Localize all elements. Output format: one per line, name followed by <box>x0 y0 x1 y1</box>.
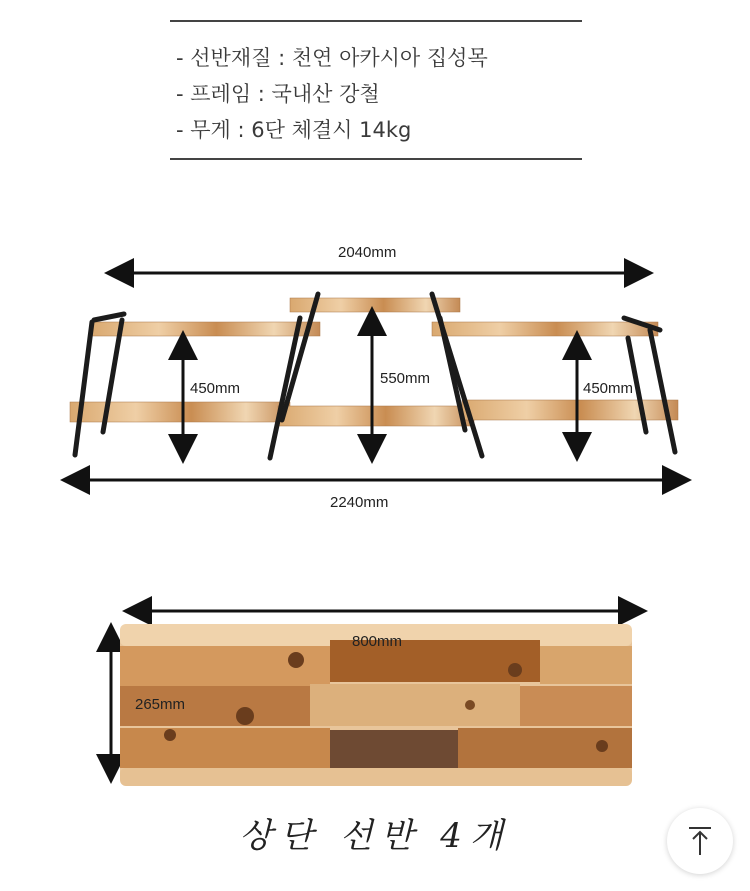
spec-frame: - 프레임 : 국내산 강철 <box>176 82 380 106</box>
upper-left-shelf <box>90 322 320 336</box>
board-depth-label: 265mm <box>135 696 186 713</box>
scroll-top-button[interactable] <box>667 808 733 874</box>
caption: 상단 선반 4개 <box>239 816 511 856</box>
board-length-label: 800mm <box>352 633 403 650</box>
center-height-label: 550mm <box>380 370 431 387</box>
upper-right-shelf <box>432 322 658 336</box>
arrow-up-to-line-icon <box>667 808 733 874</box>
right-height-label: 450mm <box>583 380 634 397</box>
frame-legs <box>75 294 675 458</box>
left-height-label: 450mm <box>190 380 241 397</box>
spec-weight: - 무게 : 6단 체결시 14kg <box>176 118 412 142</box>
total-width-label: 2240mm <box>330 494 389 511</box>
top-width-label: 2040mm <box>338 244 397 261</box>
spec-material: - 선반재질 : 천연 아카시아 집성목 <box>176 46 488 70</box>
lower-center-shelf <box>278 406 474 426</box>
